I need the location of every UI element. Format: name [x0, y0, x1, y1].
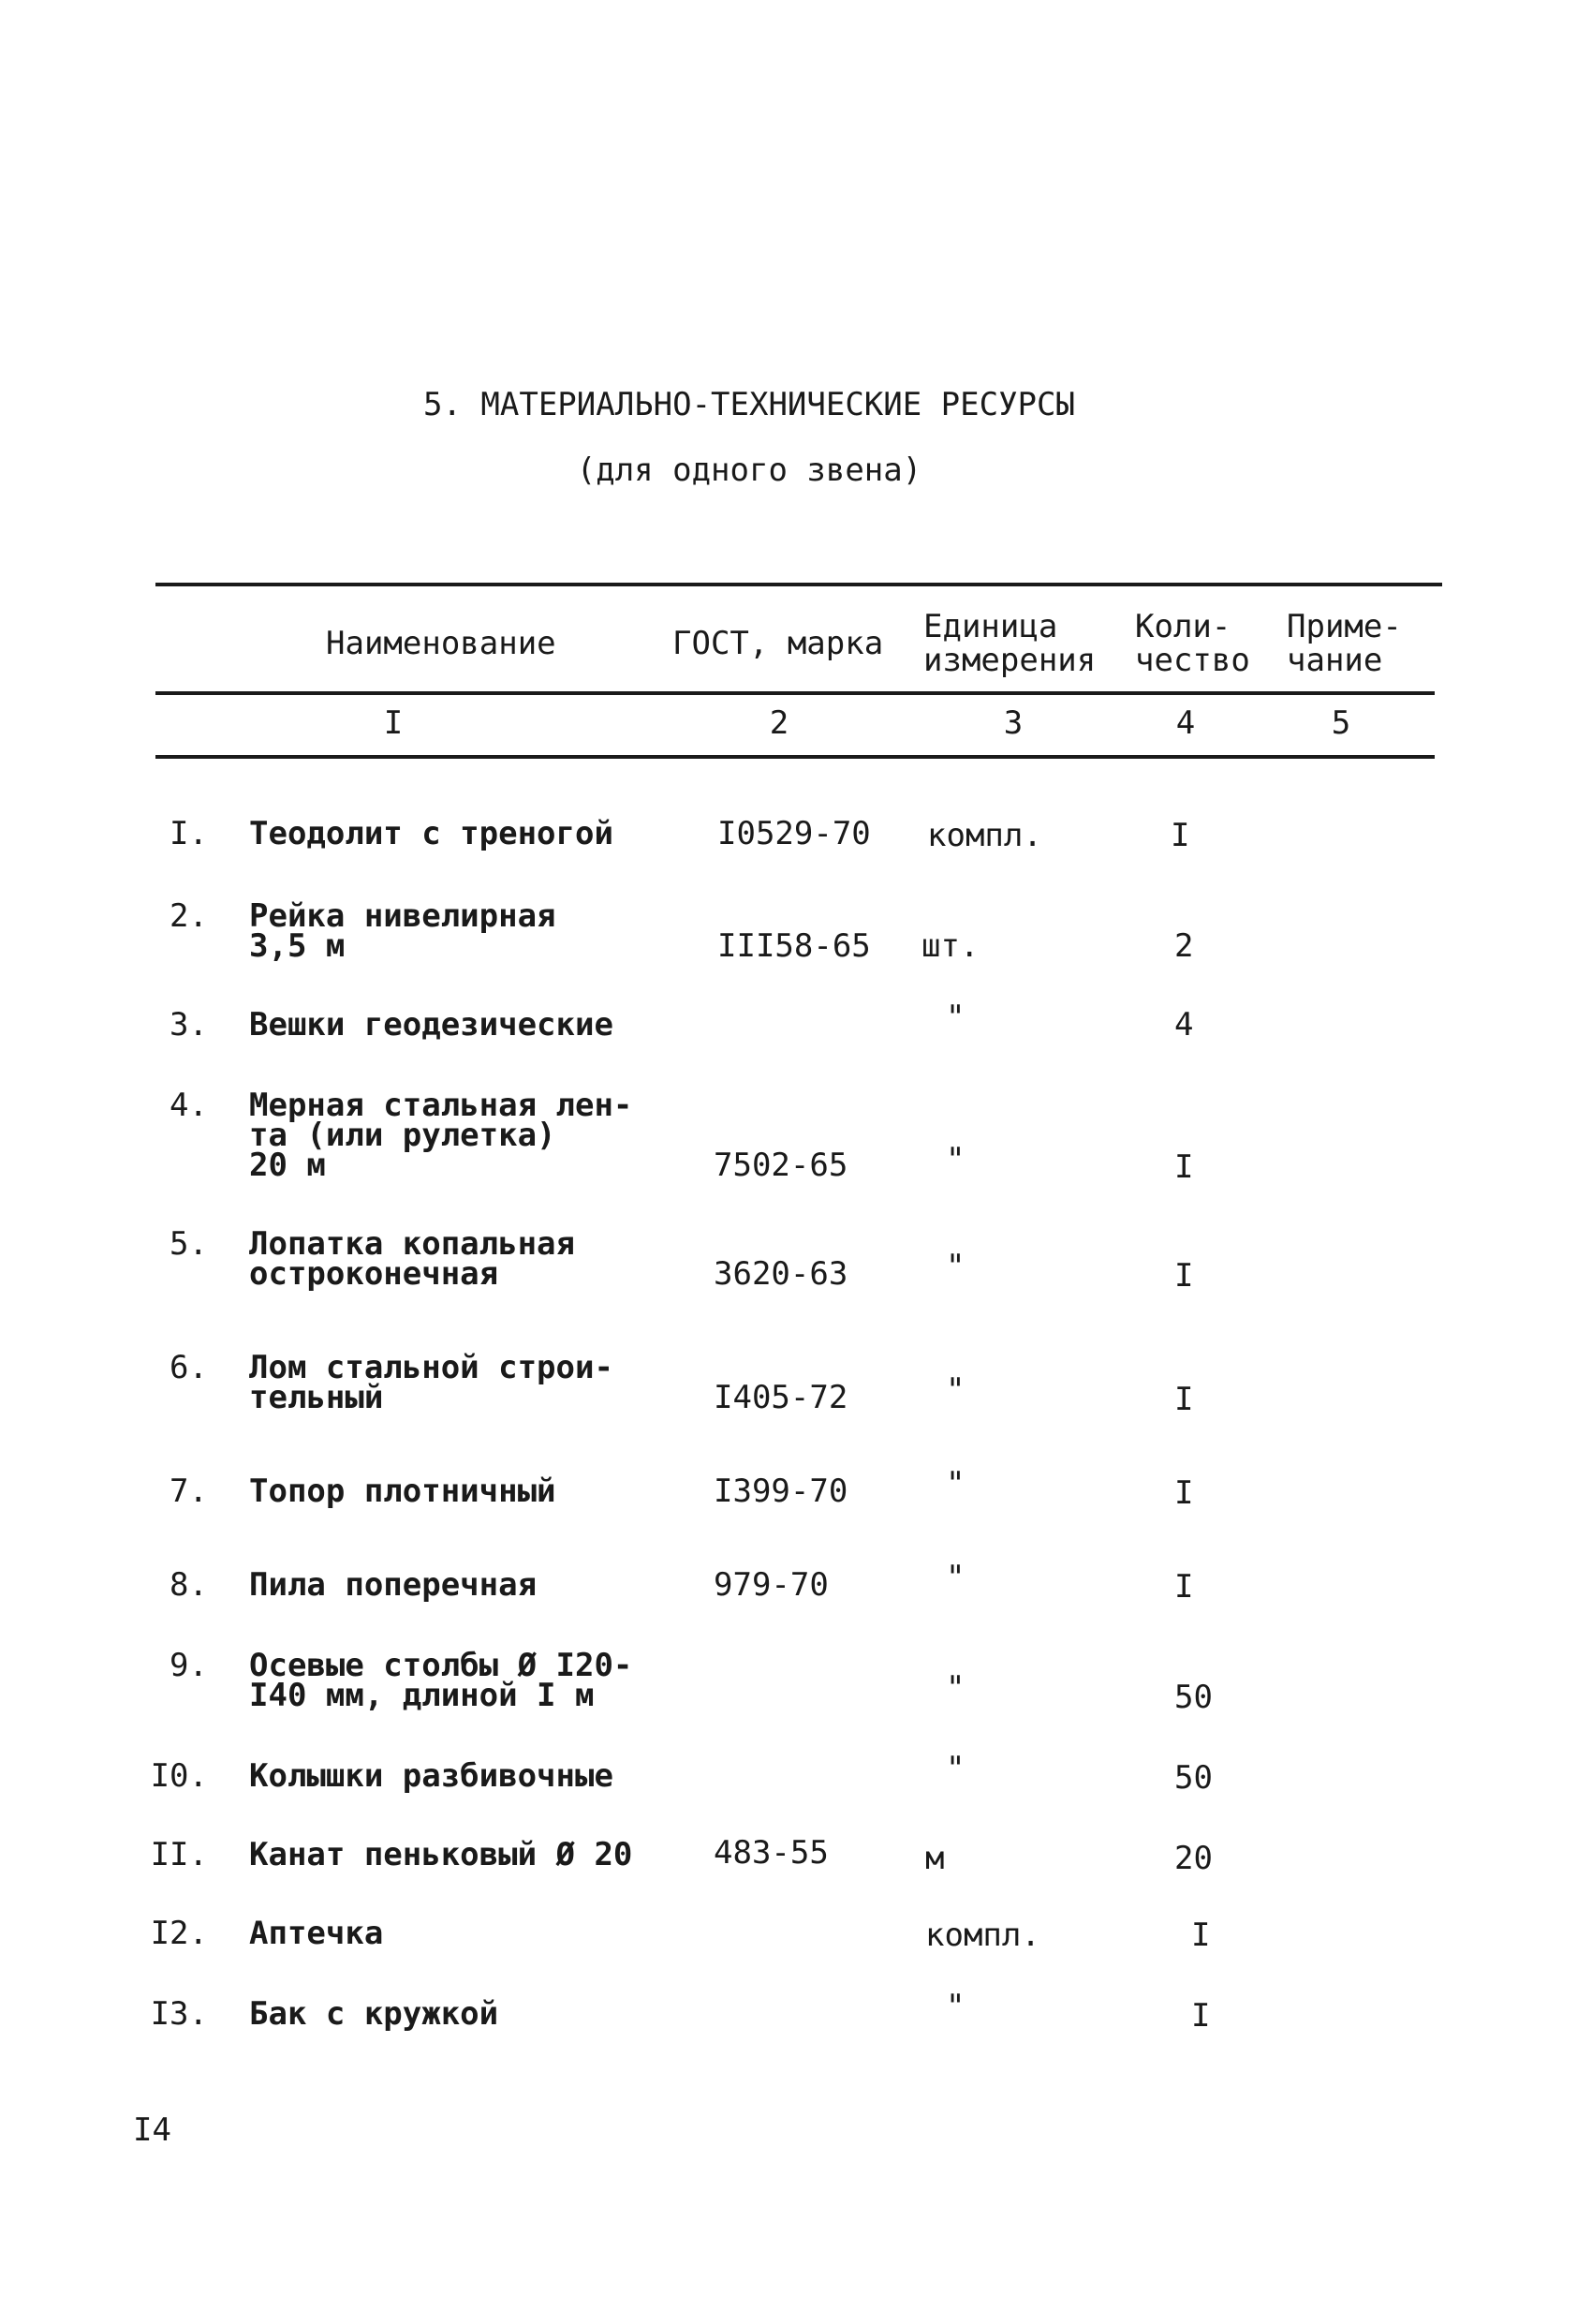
item-name: Аптечка	[249, 1915, 384, 1952]
row-number: 7.	[170, 1473, 208, 1510]
item-name-line2: 3,5 м	[249, 927, 346, 965]
item-unit-ditto: "	[946, 1248, 966, 1285]
column-number: 5	[1331, 704, 1351, 742]
item-gost: III58-65	[717, 927, 871, 965]
column-number-rule	[155, 755, 1435, 759]
item-qty: I	[1174, 1381, 1194, 1418]
item-unit-ditto: "	[946, 1559, 966, 1596]
item-qty: 4	[1174, 1006, 1194, 1044]
header-note-line1: Приме-	[1287, 608, 1402, 645]
header-rule	[155, 691, 1435, 695]
item-qty: I	[1171, 817, 1190, 854]
header-name: Наименование	[326, 625, 556, 662]
item-qty: 2	[1174, 927, 1194, 965]
item-name: Теодолит с треногой	[249, 815, 613, 852]
item-gost: 483-55	[714, 1834, 829, 1872]
row-number: II.	[150, 1836, 208, 1873]
item-gost: I405-72	[714, 1379, 848, 1416]
item-qty: I	[1191, 1997, 1211, 2035]
item-gost: 7502-65	[714, 1147, 848, 1184]
item-name: Рейка нивелирная	[249, 897, 556, 935]
page-title: 5. МАТЕРИАЛЬНО-ТЕХНИЧЕСКИЕ РЕСУРСЫ	[423, 386, 1075, 423]
row-number: 4.	[170, 1087, 208, 1124]
item-name: Топор плотничный	[249, 1473, 556, 1510]
item-gost: 979-70	[714, 1566, 829, 1604]
item-unit: компл.	[925, 1917, 1040, 1954]
row-number: 8.	[170, 1566, 208, 1604]
item-name-line2: остроконечная	[249, 1255, 499, 1293]
item-unit-ditto: "	[946, 1750, 966, 1787]
column-number: 2	[769, 704, 789, 742]
table-top-rule	[155, 583, 1442, 586]
item-qty: 20	[1174, 1840, 1213, 1877]
row-number: 6.	[170, 1349, 208, 1386]
item-unit-ditto: "	[946, 1669, 966, 1707]
row-number: I3.	[150, 1995, 208, 2033]
item-qty: I	[1174, 1148, 1194, 1186]
item-qty: 50	[1174, 1759, 1213, 1797]
item-name: Вешки геодезические	[249, 1006, 613, 1044]
row-number: 2.	[170, 897, 208, 935]
item-qty: I	[1174, 1474, 1194, 1512]
row-number: 3.	[170, 1006, 208, 1044]
item-name: Канат пеньковый Ø 20	[249, 1836, 633, 1873]
row-number: I0.	[150, 1757, 208, 1795]
item-name: Осевые столбы Ø I20-	[249, 1647, 633, 1684]
item-qty: I	[1191, 1917, 1211, 1954]
row-number: 9.	[170, 1647, 208, 1684]
item-name-line3: 20 м	[249, 1147, 326, 1184]
item-unit: м	[925, 1840, 945, 1877]
column-number: I	[383, 704, 404, 742]
item-qty: 50	[1174, 1679, 1213, 1716]
item-unit-ditto: "	[946, 1141, 966, 1178]
row-number: 5.	[170, 1225, 208, 1263]
page-subtitle: (для одного звена)	[576, 451, 922, 489]
header-unit-line1: Единица	[923, 608, 1058, 645]
row-number: I.	[170, 815, 208, 852]
header-note-line2: чание	[1287, 642, 1383, 679]
item-gost: I399-70	[714, 1473, 848, 1510]
item-name-line2: I40 мм, длиной I м	[249, 1677, 595, 1714]
item-name: Мерная стальная лен-	[249, 1087, 633, 1124]
item-name: Бак с кружкой	[249, 1995, 499, 2033]
item-unit-ditto: "	[946, 1371, 966, 1409]
row-number: I2.	[150, 1915, 208, 1952]
item-name: Лопатка копальная	[249, 1225, 575, 1263]
header-gost: ГОСТ, марка	[672, 625, 884, 662]
item-unit: компл.	[927, 817, 1042, 854]
item-unit-ditto: "	[946, 999, 966, 1036]
header-qty-line1: Коли-	[1135, 608, 1231, 645]
column-number: 4	[1175, 704, 1196, 742]
item-qty: I	[1174, 1568, 1194, 1606]
item-name: Колышки разбивочные	[249, 1757, 613, 1795]
item-unit-ditto: "	[946, 1988, 966, 2025]
item-name-line2: тельный	[249, 1379, 384, 1416]
item-name: Пила поперечная	[249, 1566, 538, 1604]
header-qty-line2: чество	[1135, 642, 1250, 679]
column-number: 3	[1003, 704, 1024, 742]
item-name: Лом стальной строи-	[249, 1349, 613, 1386]
item-gost: 3620-63	[714, 1255, 848, 1293]
item-unit-ditto: "	[946, 1465, 966, 1502]
item-name-line2: та (или рулетка)	[249, 1117, 556, 1154]
page-number: I4	[133, 2111, 171, 2149]
item-gost: I0529-70	[717, 815, 871, 852]
item-qty: I	[1174, 1257, 1194, 1295]
item-unit: шт.	[921, 927, 980, 965]
header-unit-line2: измерения	[923, 642, 1097, 679]
